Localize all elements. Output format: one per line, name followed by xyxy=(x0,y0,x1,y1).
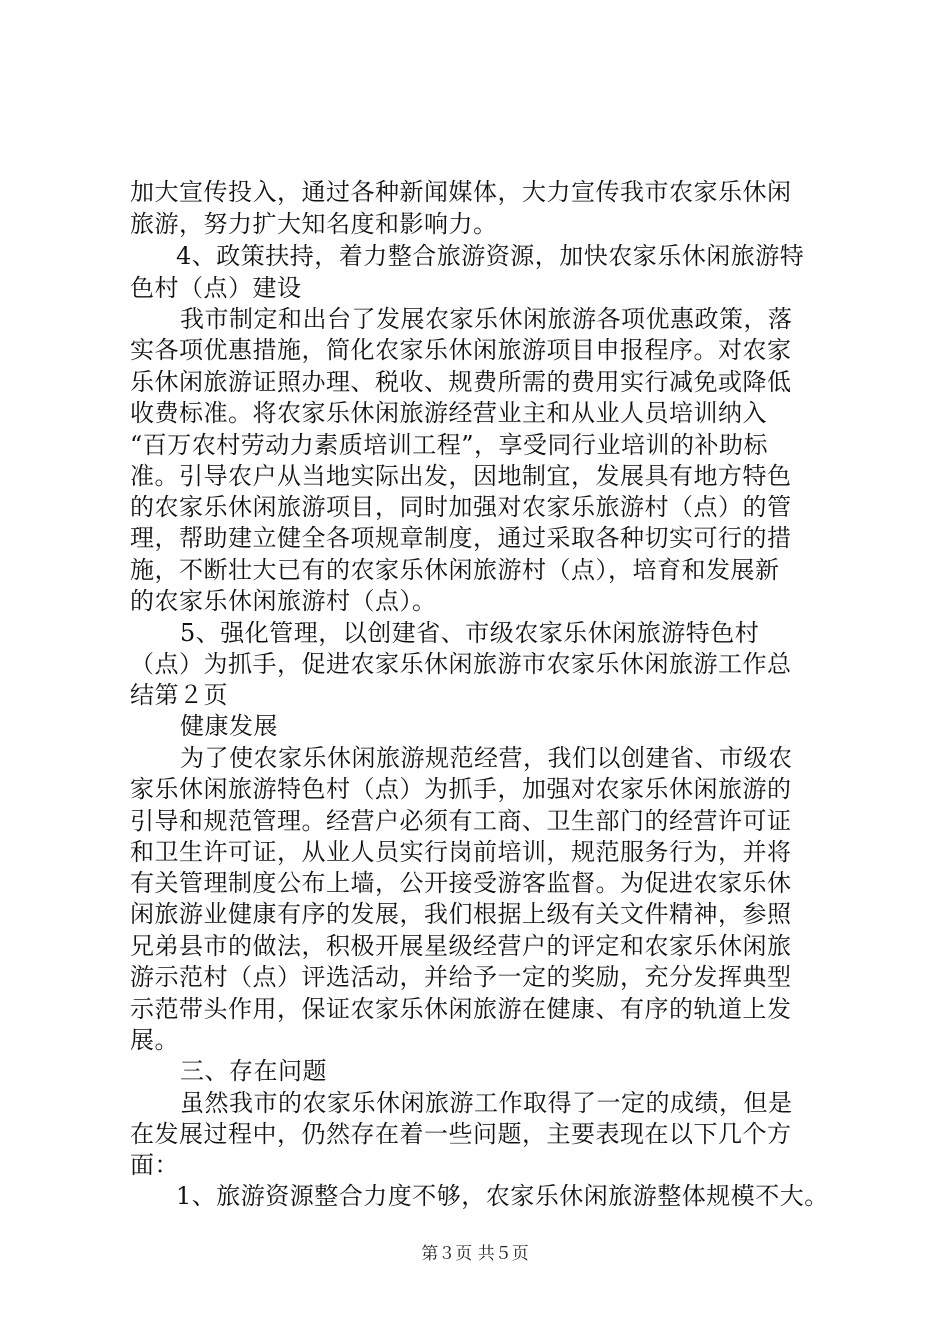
text-line: 在发展过程中，仍然存在着一些问题，主要表现在以下几个方 xyxy=(130,1120,792,1148)
text-line: 健康发展 xyxy=(180,712,278,740)
text-line: 面： xyxy=(130,1151,179,1179)
text-line: 虽然我市的农家乐休闲旅游工作取得了一定的成绩，但是 xyxy=(180,1089,793,1117)
page-number-footer: 第３页 共５页 xyxy=(421,1244,529,1264)
text-line: 有关管理制度公布上墙，公开接受游客监督。为促进农家乐休 xyxy=(130,869,792,897)
text-line: 5、强化管理，以创建省、市级农家乐休闲旅游特色村 xyxy=(180,619,760,647)
text-line: 实各项优惠措施，简化农家乐休闲旅游项目申报程序。对农家 xyxy=(130,336,792,364)
text-line: 准。引导农户从当地实际出发，因地制宜，发展具有地方特色 xyxy=(130,462,792,490)
text-line: 理，帮助建立健全各项规章制度，通过采取各种切实可行的措 xyxy=(130,524,792,552)
text-line: 施，不断壮大已有的农家乐休闲旅游村（点），培育和发展新 xyxy=(130,556,780,584)
text-line: 为了使农家乐休闲旅游规范经营，我们以创建省、市级农 xyxy=(180,744,793,772)
text-line: 引导和规范管理。经营户必须有工商、卫生部门的经营许可证 xyxy=(130,807,792,835)
text-line: 色村（点）建设 xyxy=(130,274,302,302)
text-line: 旅游，努力扩大知名度和影响力。 xyxy=(130,210,498,238)
text-line: “百万农村劳动力素质培训工程”，享受同行业培训的补助标 xyxy=(130,431,769,459)
text-line: 闲旅游业健康有序的发展，我们根据上级有关文件精神，参照 xyxy=(130,900,792,928)
text-line: 的农家乐休闲旅游项目，同时加强对农家乐旅游村（点）的管 xyxy=(130,493,792,521)
text-line: 收费标准。将农家乐休闲旅游经营业主和从业人员培训纳入 xyxy=(130,399,767,427)
text-line: 游示范村（点）评选活动，并给予一定的奖励，充分发挥典型 xyxy=(130,963,792,991)
text-line: 展。 xyxy=(130,1026,179,1054)
text-line: 示范带头作用，保证农家乐休闲旅游在健康、有序的轨道上发 xyxy=(130,995,792,1023)
text-line: 4、政策扶持，着力整合旅游资源，加快农家乐休闲旅游特 xyxy=(176,242,805,270)
section-heading: 三、存在问题 xyxy=(180,1057,327,1085)
text-line: 和卫生许可证，从业人员实行岗前培训，规范服务行为，并将 xyxy=(130,838,792,866)
text-line: 加大宣传投入，通过各种新闻媒体，大力宣传我市农家乐休闲 xyxy=(130,178,792,206)
text-line: 1、旅游资源整合力度不够，农家乐休闲旅游整体规模不大。 xyxy=(176,1182,829,1210)
text-line: 我市制定和出台了发展农家乐休闲旅游各项优惠政策，落 xyxy=(180,305,793,333)
text-line: （点）为抓手，促进农家乐休闲旅游市农家乐休闲旅游工作总 xyxy=(130,650,792,678)
text-line: 结第２页 xyxy=(130,681,228,709)
text-line: 家乐休闲旅游特色村（点）为抓手，加强对农家乐休闲旅游的 xyxy=(130,775,792,803)
text-line: 兄弟县市的做法，积极开展星级经营户的评定和农家乐休闲旅 xyxy=(130,932,792,960)
text-line: 乐休闲旅游证照办理、税收、规费所需的费用实行减免或降低 xyxy=(130,368,792,396)
text-line: 的农家乐休闲旅游村（点）。 xyxy=(130,587,437,615)
